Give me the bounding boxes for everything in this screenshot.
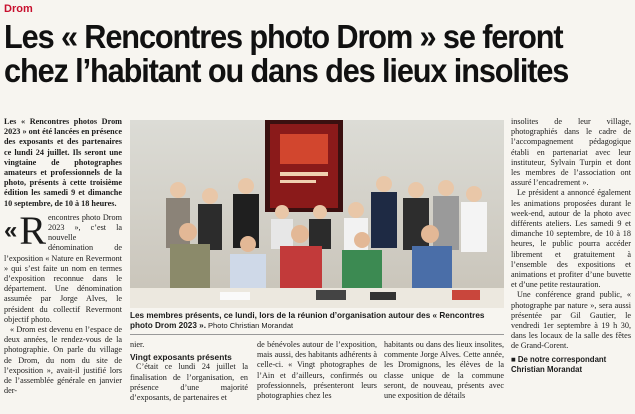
article-lead: Les « Rencontres photos Drom 2023 » ont été lancées en présence des exposants et des partenaires ce lundi 24 juillet. Ils seront une vingtaine de photographes amateurs et professionnels de la photo, présents à cette troisième édition les samedi 9 et dimanche 10 septembre, de 10 à 18 heures. [4,117,122,208]
article-column-4 [384,340,504,414]
paragraph: Une conférence grand public, « photographe par nature », sera aussi présentée par Gil Gautier, le vendredi 1er septembre à 19 h 30, dans les locaux de la salle des fêtes de Grand-Corent. [511,290,631,351]
article-column-1 [4,117,122,413]
opening-quote-mark: « [4,216,18,244]
paragraph: de bénévoles autour de l’exposition, mais aussi, des habitants adhérents à celle-ci. « Vingt photographes de l’Ain et d’ailleurs, confirmés ou professionnels, présenteront leurs photographies chez les [257,340,377,401]
paragraph: insolites de leur village, photographiés dans le cadre de l’accompagnement pédagogique établi en partenariat avec leur instituteur, Sylvain Turpin et dont les membres de l’association ont assuré l’encadrement ». [511,117,631,188]
article-column-5 [511,117,631,413]
article-column-3 [257,340,377,414]
paragraph: « Drom est devenu en l’espace de deux années, le rendez-vous de la photographie. On parle du village de Drom, du nom du site de l’exposition », avait-il justifié lors de l’assemblée générale en janvier der- [4,325,122,396]
paragraph: habitants ou dans des lieux insolites, commente Jorge Alves. Cette année, les Dromignons, les élèves de la classe unique de la commune seront, de nouveau, présents avec une exposition de détails [384,340,504,401]
byline-role: ■ De notre correspondant [511,354,607,364]
photo-credit: Photo Christian Morandat [208,321,294,330]
article-photo [130,120,504,308]
headline-line-1: Les « Rencontres photo Drom » se feront [4,18,563,55]
caption-divider [130,334,504,335]
byline-name: Christian Morandat [511,364,583,374]
article-headline [4,20,588,88]
section-kicker: Drom [4,3,33,15]
paragraph: encontres photo Drom 2023 », c’est la nouvelle dénomination de l’exposition « Nature en Revermont » qui s’est faite un nom en termes d’exposition reconnue dans le département. Une dénomination assumée par Jorge Alves, le président du collectif Revermont objectif photo. [4,212,122,324]
drop-cap: R [19,207,47,253]
photo-caption [130,311,504,331]
paragraph: nier. [130,340,145,349]
article-column-2 [130,340,248,414]
article-subhead: Vingt exposants présents [130,352,232,363]
paragraph: Le président a annoncé également les animations proposées durant le week-end, autour de la photo avec différents ateliers. Les samedi 9 et dimanche 10 septembre, de 10 à 18 heures, le public pourra accéder librement et gratuitement à l’ensemble des expositions et animations et profiter d’une buvette et d’une petite restauration. [511,188,631,290]
group-photo-illustration [130,120,504,308]
caption-text: Les membres présents, ce lundi, lors de la réunion d’organisation autour des « Rencontres photo Drom 2023 ». [130,311,485,330]
paragraph: C’était ce lundi 24 juillet la finalisation de l’organisation, en présence d’une majorité d’exposants, de partenaires et [130,362,248,403]
headline-line-2: chez l’habitant ou dans des lieux insolites [4,52,569,89]
byline-role-text: De notre correspondant [517,354,607,364]
